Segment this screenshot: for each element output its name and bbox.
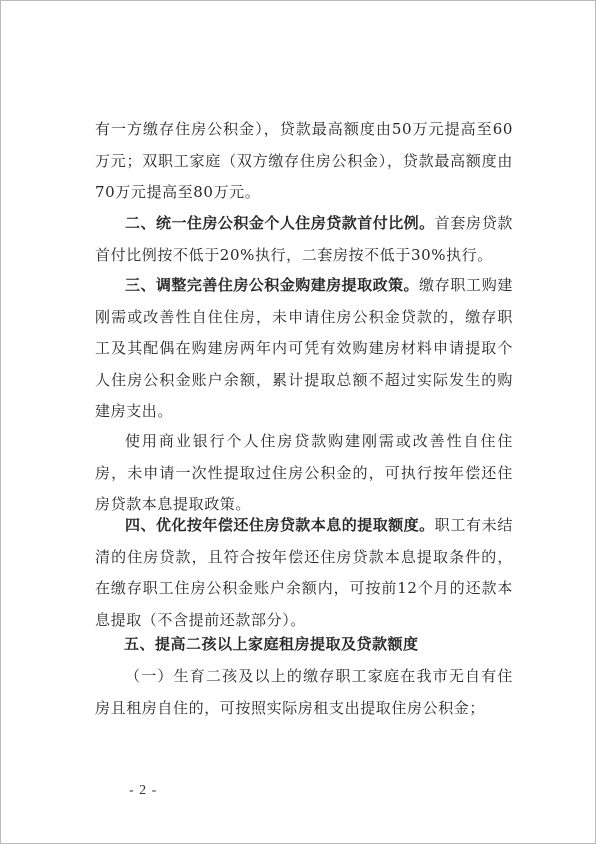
- paragraph-text: 首套房贷款首付比例按不低于20%执行，二套房按不低于30%执行。: [95, 214, 513, 264]
- paragraph-text: 使用商业银行个人住房贷款购建刚需或改善性自住住房，未申请一次性提取过住房公积金的，可执行按年偿还住房贷款本息提取政策。: [95, 432, 513, 513]
- page-number: - 2 -: [129, 783, 158, 798]
- paragraph-text: 缴存职工购建刚需或改善性自住住房，未申请住房公积金贷款的，缴存职工及其配偶在购建房两年内可凭有效购建房材料申请提取个人住房公积金账户余额，累计提取总额不超过实际发生的购建房支出。: [95, 276, 513, 420]
- paragraph-down-payment: [95, 208, 513, 271]
- paragraph-text: 有一方缴存住房公积金），贷款最高额度由50万元提高至60万元；双职工家庭（双方缴存住房公积金），贷款最高额度由70万元提高至80万元。: [95, 120, 513, 201]
- paragraph-text: 职工有未结清的住房贷款，且符合按年偿还住房贷款本息提取条件的，在缴存职工住房公积金账户余额内，可按前12个月的还款本息提取（不含提前还款部分）。: [95, 516, 513, 629]
- section-heading-3: 三、调整完善住房公积金购建房提取政策。: [125, 276, 420, 294]
- paragraph-text: （一）生育二孩及以上的缴存职工家庭在我市无自有住房且租房自住的，可按照实际房租支出提取住房公积金；: [95, 667, 513, 717]
- section-heading-4: 四、优化按年偿还住房贷款本息的提取额度。: [125, 516, 435, 534]
- section-heading-5: 五、提高二孩以上家庭租房提取及贷款额度: [124, 635, 419, 653]
- section-heading-2: 二、统一住房公积金个人住房贷款首付比例。: [125, 214, 435, 232]
- paragraph-withdrawal-policy: [95, 270, 513, 428]
- paragraph-loan-limit-continued: [95, 114, 513, 209]
- paragraph-commercial-loan: [95, 426, 513, 521]
- paragraph-annual-repayment: [95, 510, 513, 636]
- paragraph-rent-withdrawal: [95, 661, 513, 724]
